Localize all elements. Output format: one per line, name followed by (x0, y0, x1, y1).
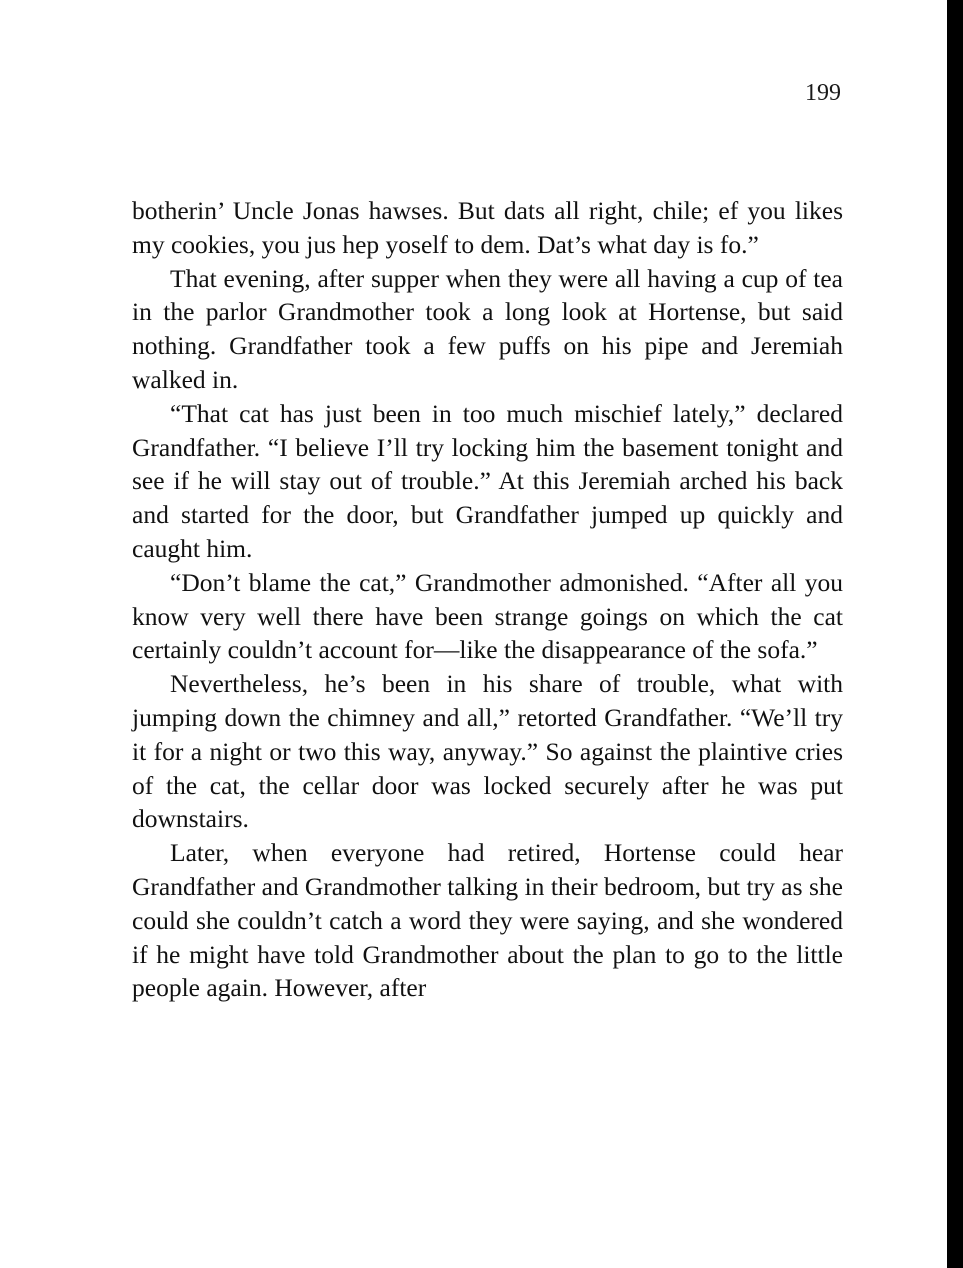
paragraph-3: “That cat has just been in too much mischief lately,” declared Grandfather. “I believe I’ll try locking him the basement tonight and see if he will stay out of trouble.” At this Jeremiah arched his back and started for the door, but Grandfather jumped up quickly and caught him. (132, 398, 843, 563)
paragraph-5: Nevertheless, he’s been in his share of trouble, what with jumping down the chimney and all,” retorted Grandfather. “We’ll try it for a night or two this way, anyway.” So against the plaintive cries of the cat, the cellar door was locked securely after he was put downstairs. (132, 669, 843, 834)
page-number: 199 (805, 80, 841, 106)
paragraph-2: That evening, after supper when they were all having a cup of tea in the parlor Grandmother took a long look at Hortense, but said nothing. Grandfather took a few puffs on his pipe and Jeremiah walked in. (132, 263, 843, 394)
paragraph-6: Later, when everyone had retired, Hortense could hear Grandfather and Grandmother talking in their bedroom, but try as she could she couldn’t catch a word they were saying, and she wondered if he might have told Grandmother about the plan to go to the little people again. However, after (132, 838, 843, 1003)
paragraph-4: “Don’t blame the cat,” Grandmother admonished. “After all you know very well there have been strange goings on which the cat certainly couldn’t account for—like the disappearance of the sofa.” (132, 567, 843, 665)
paragraph-1: botherin’ Uncle Jonas hawses. But dats all right, chile; ef you likes my cookies, you jus hep yoself to dem. Dat’s what day is fo.” (132, 196, 843, 259)
scan-edge-bar (947, 0, 963, 1268)
body-text (132, 194, 843, 1005)
